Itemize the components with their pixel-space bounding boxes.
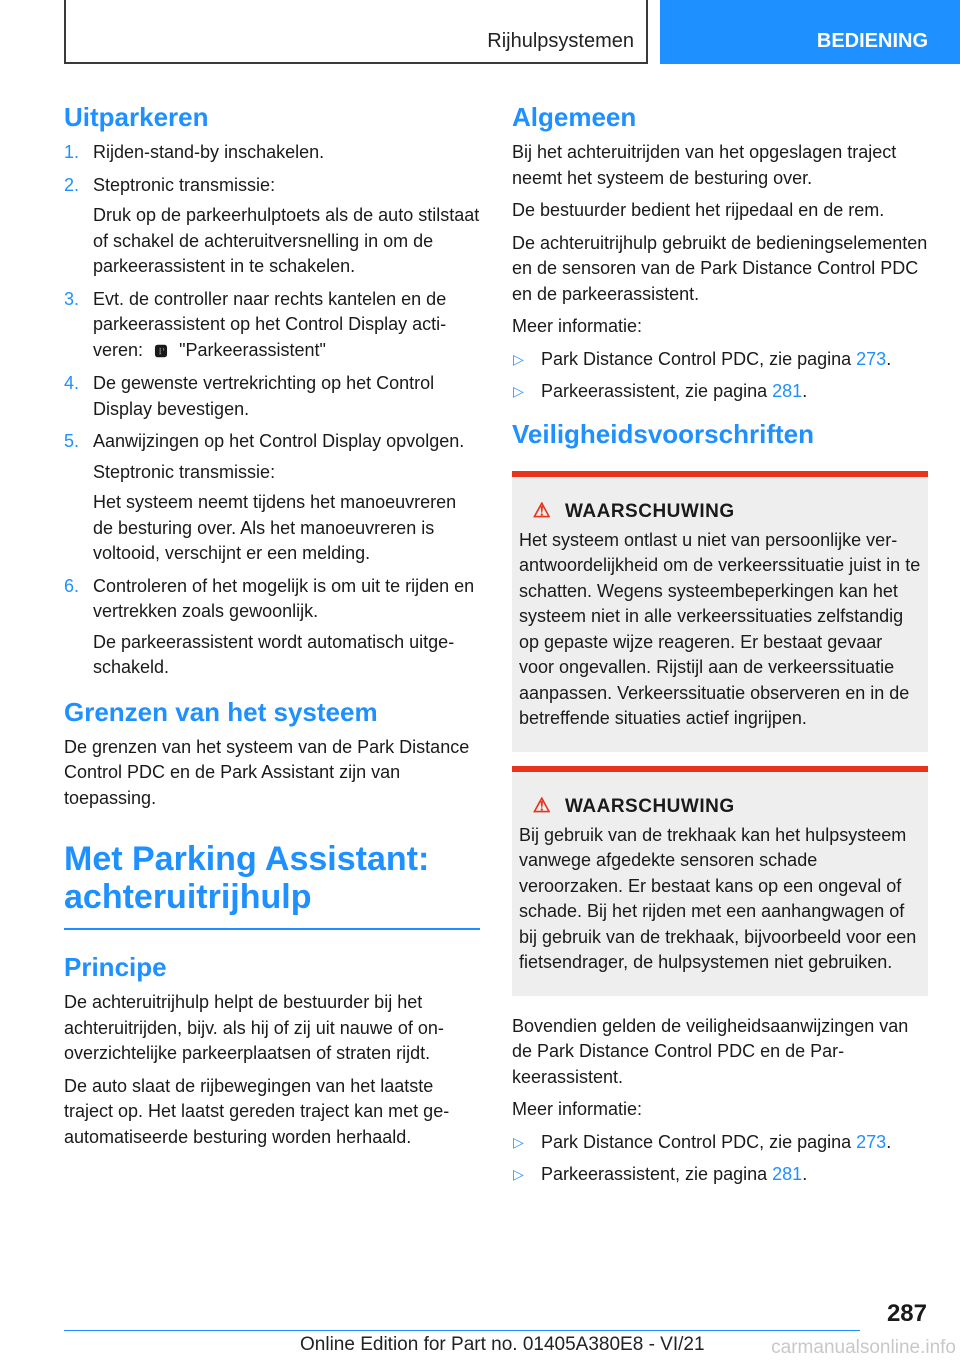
warning-triangle-icon: ⚠ bbox=[532, 794, 552, 817]
triangle-right-icon: ▷ bbox=[513, 383, 524, 399]
paragraph: De bestuurder bedient het rijpedaal en de rem. bbox=[512, 200, 885, 220]
list-item: ▷ Parkeerassistent, zie pagina 281. bbox=[512, 379, 928, 405]
page-link[interactable]: 273 bbox=[856, 348, 887, 369]
list-item bbox=[64, 574, 480, 681]
warning-triangle-icon: ⚠ bbox=[532, 499, 552, 522]
reference-text: Park Distance Control PDC, zie pagina bbox=[541, 1131, 857, 1152]
step-text: Evt. de controller naar rechts kantelen en de parkeerassistent op het Control Display activeren: bbox=[93, 288, 447, 360]
reference-text: Parkeerassistent, zie pagina bbox=[541, 381, 773, 401]
list-item bbox=[64, 371, 480, 422]
reference-text: Parkeerassistent, zie pagina bbox=[541, 1164, 773, 1184]
list-item: ▷ Parkeerassistent, zie pagina 281. bbox=[512, 1162, 928, 1188]
step-text: Aanwijzingen op het Control Display opvolgen. bbox=[93, 431, 465, 451]
step-number: 6. bbox=[64, 575, 80, 596]
page-link[interactable]: 281 bbox=[772, 1164, 803, 1184]
warning-title: WAARSCHUWING bbox=[565, 795, 735, 817]
warning-box bbox=[512, 471, 928, 752]
step-menu-label: "Parkeerassistent" bbox=[179, 339, 326, 360]
heading-divider bbox=[64, 928, 480, 930]
header-section-title: Rijhulpsystemen bbox=[487, 30, 634, 52]
heading-main: Met Parking Assistant: achteruitrijhulp bbox=[64, 840, 430, 916]
warning-box bbox=[512, 766, 928, 996]
paragraph: Meer informatie: bbox=[512, 316, 643, 336]
step-number: 4. bbox=[64, 373, 80, 393]
heading-grenzen: Grenzen van het systeem bbox=[64, 696, 378, 727]
step-text: Rijden-stand-by inschakelen. bbox=[93, 142, 325, 162]
left-column bbox=[64, 100, 480, 1157]
header-section bbox=[64, 0, 648, 64]
header-chapter-title: BEDIENING bbox=[816, 30, 928, 52]
list-item bbox=[64, 173, 480, 280]
step-number: 3. bbox=[64, 288, 80, 309]
paragraph: Bovendien gelden de veiligheidsaanwijzingen van de Park Distance Control PDC en de Parkeerassistent. bbox=[512, 1015, 909, 1087]
step-detail: Druk op de parkeerhulptoets als de auto stilstaat of schakel de achteruitversnelling in om de parkeerassistent in te schakelen. bbox=[93, 205, 480, 276]
heading-algemeen: Algemeen bbox=[512, 102, 637, 132]
paragraph: Meer informatie: bbox=[512, 1099, 643, 1119]
list-item bbox=[64, 140, 480, 166]
triangle-right-icon: ▷ bbox=[513, 1166, 524, 1182]
steps-list bbox=[64, 140, 480, 681]
list-item: ▷ Park Distance Control PDC, zie pagina 273. bbox=[512, 347, 928, 373]
step-detail: De parkeerassistent wordt automatisch uitgeschakeld. bbox=[93, 631, 455, 677]
watermark: carmanualsonline.info bbox=[771, 1337, 956, 1358]
warning-header bbox=[519, 794, 922, 819]
page-link[interactable]: 281 bbox=[772, 381, 803, 401]
paragraph: De grenzen van het systeem van de Park Distance Control PDC en de Park Assistant zijn van toepassing. bbox=[64, 736, 470, 808]
footer-divider bbox=[64, 1330, 860, 1331]
step-text: De gewenste vertrekrichting op het Control Display bevestigen. bbox=[93, 373, 435, 419]
heading-veiligheid: Veiligheidsvoorschriften bbox=[512, 418, 814, 449]
header-chapter bbox=[660, 0, 960, 64]
triangle-right-icon: ▷ bbox=[513, 350, 524, 367]
right-column bbox=[512, 100, 928, 1200]
heading-principe: Principe bbox=[64, 952, 167, 982]
step-detail: Steptronic transmissie: bbox=[93, 461, 276, 482]
reference-text: Park Distance Control PDC, zie pagina bbox=[541, 348, 857, 369]
triangle-right-icon: ▷ bbox=[513, 1133, 524, 1150]
paragraph: Bij het achteruitrijden van het opgeslagen traject neemt het systeem de besturing over. bbox=[512, 142, 897, 188]
reference-list bbox=[512, 1130, 928, 1188]
page-number: 287 bbox=[886, 1300, 927, 1327]
list-item: ▷ Park Distance Control PDC, zie pagina 273. bbox=[512, 1130, 928, 1156]
warning-text: Het systeem ontlast u niet van persoonlijke verantwoordelijkheid om de verkeerssituatie juist in te schatten. Wegens systeembeperkingen kan het systeem niet in alle verkeerssituaties zelfstandig op gepaste wijze reageren. Er bestaat gevaar voor ongevallen. Rijstijl aan de verkeerssituatie aanpassen. Verkeerssituatie observeren en in de betreffende situaties actief ingrijpen. bbox=[519, 529, 921, 728]
list-item bbox=[64, 429, 480, 567]
step-text: Controleren of het mogelijk is om uit te rijden en vertrekken zoals gewoonlijk. bbox=[93, 575, 475, 621]
step-number: 5. bbox=[64, 431, 80, 451]
page-link[interactable]: 273 bbox=[856, 1131, 887, 1152]
paragraph: De achteruitrijhulp gebruikt de bedieningselementen en de sensoren van de Park Distance Control PDC en de parkeerassistent. bbox=[512, 232, 928, 304]
step-number: 1. bbox=[64, 142, 80, 162]
footer-edition: Online Edition for Part no. 01405A380E8 - VI/21 bbox=[300, 1334, 705, 1355]
parking-assistant-icon: 🅿 bbox=[154, 343, 168, 359]
paragraph: De auto slaat de rijbewegingen van het laatste traject op. Het laatst gereden traject kan met geautomatiseerde besturing worden herhaald. bbox=[64, 1075, 450, 1147]
step-detail: Het systeem neemt tijdens het manoeuvreren de besturing over. Als het manoeuvreren is voltooid, verschijnt er een melding. bbox=[93, 492, 457, 563]
list-item bbox=[64, 287, 480, 365]
heading-uitparkeren: Uitparkeren bbox=[64, 102, 209, 132]
warning-title: WAARSCHUWING bbox=[565, 500, 735, 522]
warning-header bbox=[519, 499, 922, 524]
step-text: Steptronic transmissie: bbox=[93, 174, 276, 195]
step-number: 2. bbox=[64, 174, 80, 195]
warning-text: Bij gebruik van de trekhaak kan het hulpsysteem vanwege afgedekte sensoren schade veroorzaken. Er bestaat kans op een ongeval of schade. Bij het rijden met een aanhangwagen of bij gebruik van de trekhaak, bijvoorbeeld voor een fietsendrager, de hulpsystemen niet gebruiken. bbox=[519, 824, 917, 972]
reference-list bbox=[512, 347, 928, 405]
paragraph: De achteruitrijhulp helpt de bestuurder bij het achteruitrijden, bijv. als hij of zij uit nauwe of onoverzichtelijke parkeerplaatsen of straten rijdt. bbox=[64, 992, 444, 1063]
